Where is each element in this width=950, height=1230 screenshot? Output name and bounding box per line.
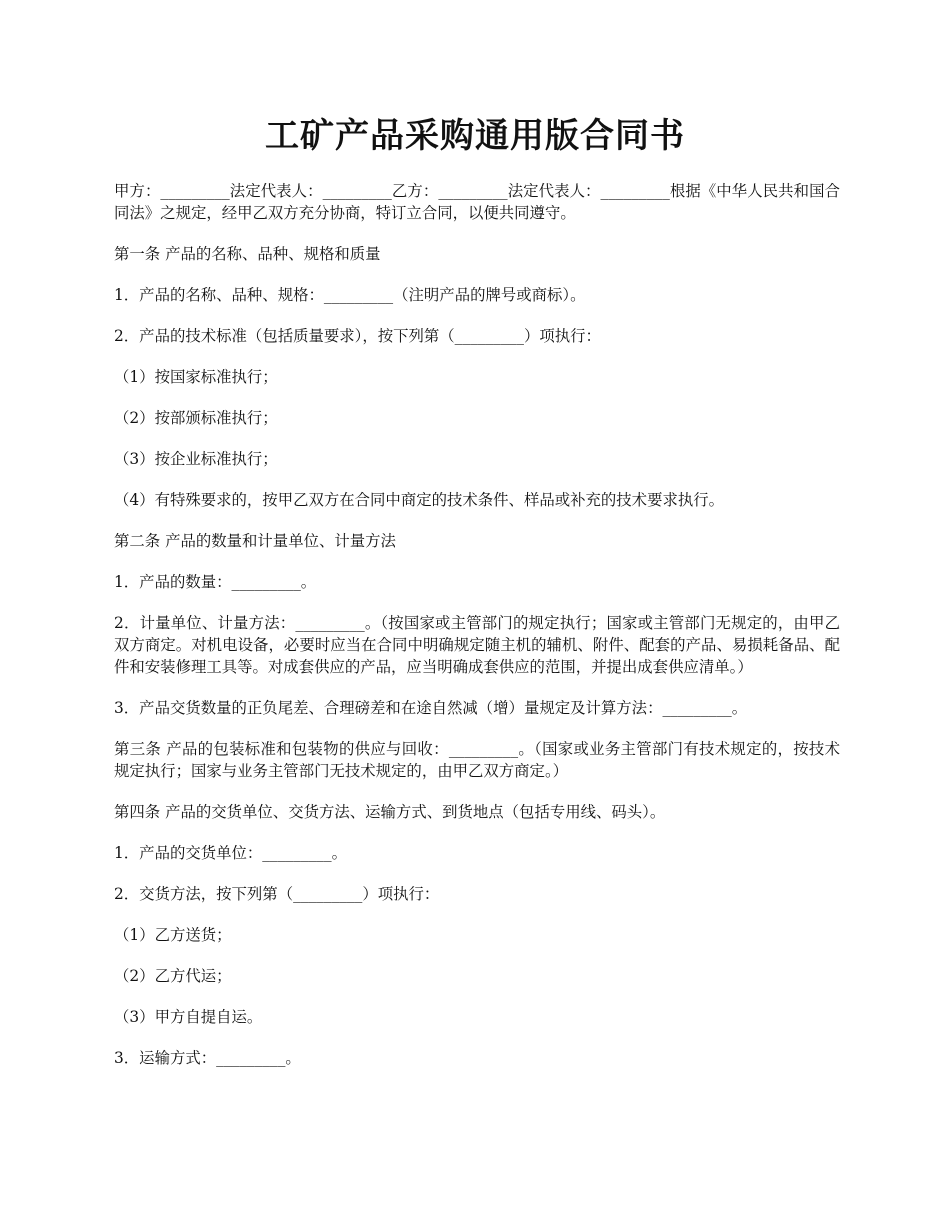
article-2-item-1: 1．产品的数量：_________。 — [114, 573, 317, 591]
article-4-option-1: （1）乙方送货； — [114, 926, 232, 944]
article-4-heading: 第四条 产品的交货单位、交货方法、运输方式、到货地点（包括专用线、码头）。 — [114, 803, 666, 821]
article-1-option-2: （2）按部颁标准执行； — [114, 409, 278, 427]
article-4-item-1: 1．产品的交货单位：_________。 — [114, 844, 347, 862]
article-1-option-3: （3）按企业标准执行； — [114, 450, 278, 468]
article-2-item-3: 3．产品交货数量的正负尾差、合理磅差和在途自然减（增）量规定及计算方法：_________。 — [114, 699, 748, 717]
article-3-paragraph: 第三条 产品的包装标准和包装物的供应与回收：_________。（国家或业务主管部门有技术规定的，按技术规定执行；国家与业务主管部门无技术规定的，由甲乙双方商定。） — [114, 740, 840, 780]
paragraph-parties: 甲方：_________法定代表人：_________乙方：_________法定代表人：_________根据《中华人民共和国合同法》之规定，经甲乙双方充分协商，特订立合同，以便共同遵守。 — [114, 182, 840, 222]
document-body — [114, 180, 840, 1088]
document-title: 工矿产品采购通用版合同书 — [265, 116, 685, 156]
article-4-item-2: 2．交货方法，按下列第（_________）项执行： — [114, 885, 440, 903]
article-4-item-3: 3．运输方式：_________。 — [114, 1049, 301, 1067]
article-4-option-3: （3）甲方自提自运。 — [114, 1008, 263, 1026]
article-2-item-2: 2．计量单位、计量方法：_________。（按国家或主管部门的规定执行；国家或主管部门无规定的，由甲乙双方商定。对机电设备，必要时应当在合同中明确规定随主机的辅机、附件、配套的产品、易损耗备品、配件和安装修理工具等。对成套供应的产品，应当明确成套供应的范围，并提出成套供应清单。） — [114, 614, 840, 676]
article-2-heading: 第二条 产品的数量和计量单位、计量方法 — [114, 532, 396, 550]
article-1-item-2: 2．产品的技术标准（包括质量要求），按下列第（_________）项执行： — [114, 327, 601, 345]
article-1-item-1: 1．产品的名称、品种、规格：_________（注明产品的牌号或商标）。 — [114, 286, 586, 304]
article-4-option-2: （2）乙方代运； — [114, 967, 232, 985]
article-1-option-1: （1）按国家标准执行； — [114, 368, 278, 386]
article-1-option-4: （4）有特殊要求的，按甲乙双方在合同中商定的技术条件、样品或补充的技术要求执行。 — [114, 491, 725, 509]
article-1-heading: 第一条 产品的名称、品种、规格和质量 — [114, 245, 381, 263]
